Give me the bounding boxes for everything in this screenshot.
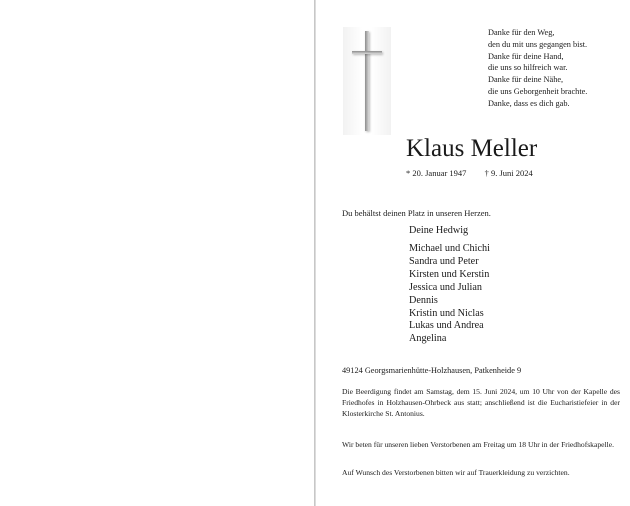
family-member: Kirsten und Kerstin bbox=[409, 268, 490, 280]
prayer-notice: Wir beten für unseren lieben Verstorbenen am Freitag um 18 Uhr in der Friedhofskapelle. bbox=[342, 440, 615, 449]
family-list bbox=[409, 243, 490, 346]
cross-horizontal-beam bbox=[352, 51, 382, 54]
family-member: Kristin und Niclas bbox=[409, 307, 484, 319]
poem-line: Danke, dass es dich gab. bbox=[488, 98, 570, 108]
family-member: Jessica und Julian bbox=[409, 281, 482, 293]
poem-line: die uns so hilfreich war. bbox=[488, 63, 568, 73]
funeral-notice: Die Beerdigung findet am Samstag, dem 15. Juni 2024, um 10 Uhr von der Kapelle des Friedhofes in Holzhausen-Ohrbeck aus statt; anschließend ist die Eucharistiefeier in der Klosterkirche St. Antonius. bbox=[342, 387, 620, 418]
poem-line: Danke für den Weg, bbox=[488, 28, 555, 37]
family-member: Dennis bbox=[409, 294, 438, 306]
family-member: Michael und Chichi bbox=[409, 243, 490, 254]
life-dates bbox=[406, 168, 533, 178]
poem-line: die uns Geborgenheit brachte. bbox=[488, 86, 588, 96]
poem-line: den du mit uns gegangen bist. bbox=[488, 39, 588, 49]
left-blank-page bbox=[0, 0, 314, 506]
death-date: † 9. Juni 2024 bbox=[484, 168, 533, 178]
birth-date: * 20. Januar 1947 bbox=[406, 168, 467, 178]
family-member: Sandra und Peter bbox=[409, 255, 479, 267]
poem bbox=[488, 27, 587, 110]
poem-line: Danke für deine Nähe, bbox=[488, 75, 564, 85]
cross-vertical-beam bbox=[365, 31, 369, 131]
cross-icon bbox=[343, 27, 391, 135]
family-member: Lukas und Andrea bbox=[409, 320, 484, 332]
motto: Du behältst deinen Platz in unseren Herzen. bbox=[342, 208, 491, 218]
mourning-clothes-notice: Auf Wunsch des Verstorbenen bitten wir auf Trauerkleidung zu verzichten. bbox=[342, 468, 570, 477]
deceased-name: Klaus Meller bbox=[406, 135, 538, 162]
address: 49124 Georgsmarienhütte-Holzhausen, Patkenheide 9 bbox=[342, 366, 522, 375]
signature-spouse: Deine Hedwig bbox=[409, 225, 469, 236]
family-member: Angelina bbox=[409, 333, 447, 345]
poem-line: Danke für deine Hand, bbox=[488, 51, 564, 61]
